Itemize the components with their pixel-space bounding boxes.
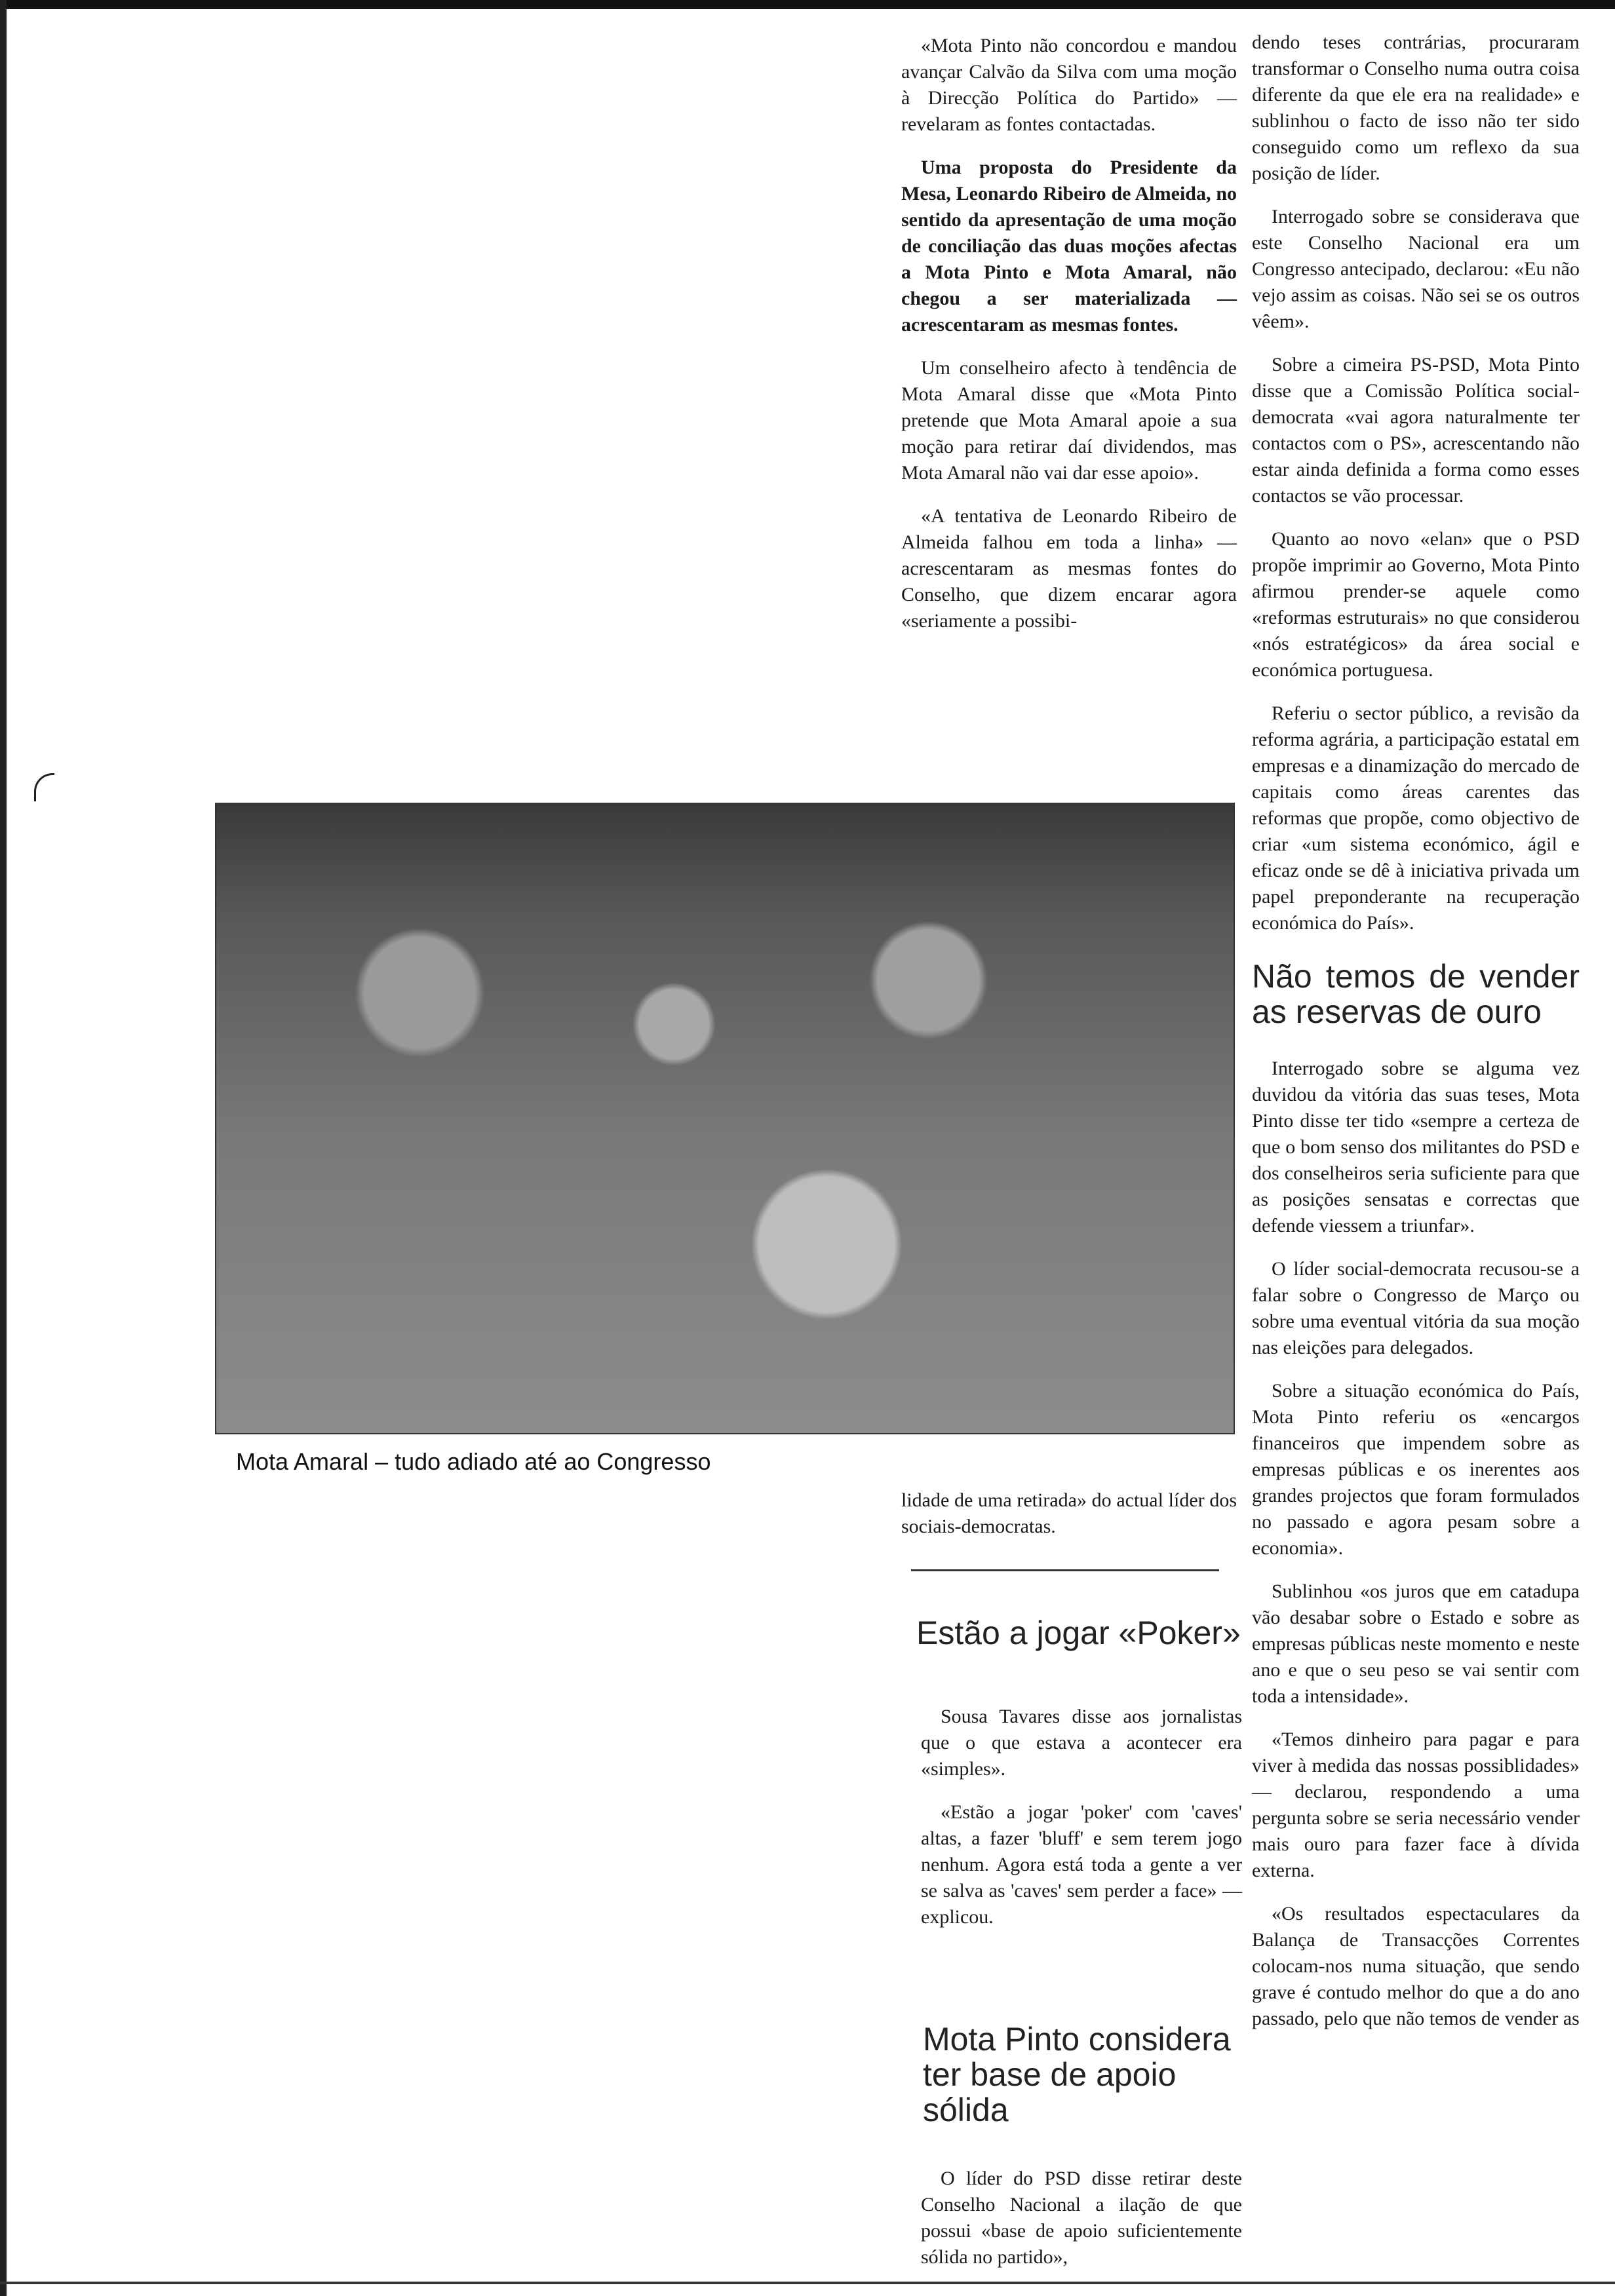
base-section [921,2166,1242,2287]
top-border [0,0,1615,9]
left-border [0,0,7,2296]
separator-line [911,1569,1219,1571]
subheading-poker: Estão a jogar «Poker» [916,1615,1241,1651]
paragraph: Sobre a cimeira PS-PSD, Mota Pinto disse que a Comissão Política social-democrata «vai agora naturalmente ter contactos com o PS», acrescentando não estar ainda definida a forma como esses contactos se vão processar. [1252,354,1580,507]
paragraph: O líder do PSD disse retirar deste Conselho Nacional a ilação de que possui «base de apoio suficientemente sólida no partido», [921,2168,1242,2268]
subheading-reservas-ouro: Não temos de vender as reservas de ouro [1252,958,1580,1030]
paragraph: Interrogado sobre se alguma vez duvidou da vitória das suas teses, Mota Pinto disse ter tido «sempre a certeza de que o bom senso dos militantes do PSD e dos conselheiros seria suficiente para que as posições sensatas e correctas que defende viessem a triunfar». [1252,1058,1580,1236]
paragraph: «Os resultados espectaculares da Balança de Transacções Correntes colocam-nos numa situação, que sendo grave é contudo melhor do que a do ano passado, pelo que não temos de vender as [1252,1903,1580,2029]
paragraph: «Temos dinheiro para pagar e para viver à medida das nossas possiblidades» — declarou, respondendo a uma pergunta sobre se seria necessário vender mais ouro para fazer face à dívida externa. [1252,1729,1580,1881]
paragraph: Referiu o sector público, a revisão da reforma agrária, a participação estatal em empresas e a dinamização do mercado de capitais como áreas carentes das reformas que propõe, como objectivo de criar «um sistema económico, ágil e eficaz onde se dê à iniciativa privada um papel preponderante na recuperação económica do País». [1252,702,1580,934]
poker-section [921,1704,1242,1947]
paragraph: «Estão a jogar 'poker' com 'caves' altas, a fazer 'bluff' e sem terem jogo nenhum. Agora está toda a gente a ver se salva as 'caves' sem perder a face» — explicou. [921,1801,1242,1928]
paragraph: dendo teses contrárias, procuraram transformar o Conselho numa outra coisa diferente da que ele era na realidade» e sublinhou o facto de isso não ter sido conseguido como um reflexo da sua posição de líder. [1252,31,1580,184]
paragraph: Uma proposta do Presidente da Mesa, Leonardo Ribeiro de Almeida, no sentido da apresentação de uma moção de conciliação das duas moções afectas a Mota Pinto e Mota Amaral, não chegou a ser materializada — acrescentaram as mesmas fontes. [901,157,1237,335]
crop-mark [34,773,54,801]
paragraph: «A tentativa de Leonardo Ribeiro de Almeida falhou em toda a linha» — acrescentaram as mesmas fontes do Conselho, que dizem encarar agora «seriamente a possibi- [901,505,1237,632]
bottom-rule [0,2282,1615,2284]
paragraph: Quanto ao novo «elan» que o PSD propõe imprimir ao Governo, Mota Pinto afirmou prender-se aquele como «reformas estruturais» no que considerou «nós estratégicos» da área social e económica portuguesa. [1252,528,1580,681]
paragraph: Sousa Tavares disse aos jornalistas que o que estava a acontecer era «simples». [921,1706,1242,1780]
article-column-right [1252,29,1580,2049]
paragraph: Sobre a situação económica do País, Mota Pinto referiu os «encargos financeiros que impendem sobre as empresas públicas e os inerentes aos grandes projectos que foram formulados no passado e agora pesam sobre a economia». [1252,1380,1580,1559]
paragraph: «Mota Pinto não concordou e mandou avançar Calvão da Silva com uma moção à Direcção Política do Partido» — revelaram as fontes contactadas. [901,35,1237,135]
paragraph: lidade de uma retirada» do actual líder dos sociais-democratas. [901,1489,1237,1537]
article-photo [215,803,1235,1434]
article-continuation [901,1487,1237,1557]
paragraph: Sublinhou «os juros que em catadupa vão desabar sobre o Estado e sobre as empresas públicas neste momento e neste ano e que o seu peso se vai sentir com toda a intensidade». [1252,1580,1580,1707]
paragraph: O líder social-democrata recusou-se a falar sobre o Congresso de Março ou sobre uma eventual vitória da sua moção nas eleições para delegados. [1252,1258,1580,1358]
paragraph: Interrogado sobre se considerava que este Conselho Nacional era um Congresso antecipado, declarou: «Eu não vejo assim as coisas. Não sei se os outros vêem». [1252,206,1580,332]
subheading-base-apoio: Mota Pinto considera ter base de apoio sólida [923,2021,1231,2128]
paragraph: Um conselheiro afecto à tendência de Mota Amaral disse que «Mota Pinto pretende que Mota Amaral apoie a sua moção para retirar daí dividendos, mas Mota Amaral não vai dar esse apoio». [901,357,1237,484]
article-column-left [901,33,1237,651]
photo-caption: Mota Amaral – tudo adiado até ao Congresso [236,1448,711,1475]
